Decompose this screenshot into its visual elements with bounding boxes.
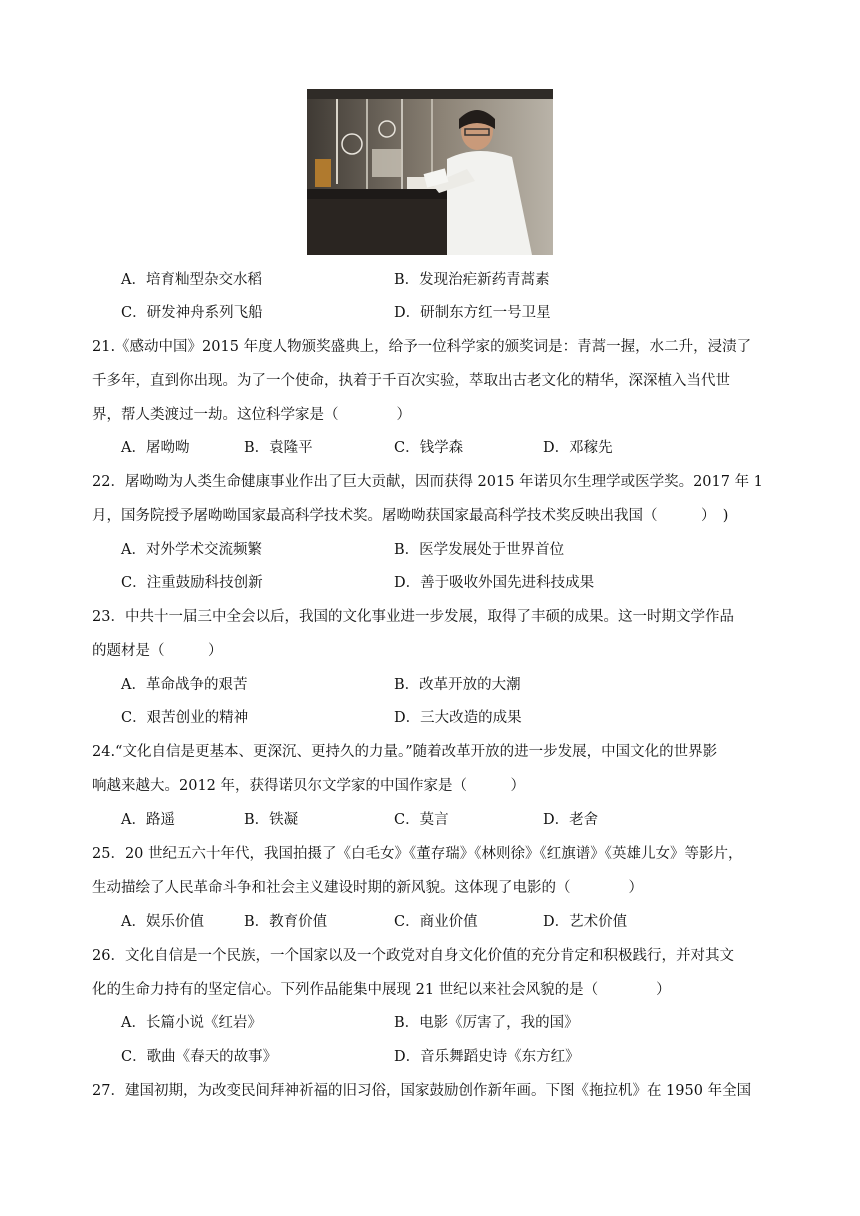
q26-stem-line-1: 26．文化自信是一个民族，一个国家以及一个政党对自身文化价值的充分肯定和积极践行，并对其文 [92, 948, 734, 964]
q21-stem-line-3: 界，帮人类渡过一劫。这位科学家是（ ） [92, 407, 411, 423]
q23-option-a: A．革命战争的艰苦 [121, 677, 248, 693]
q24-stem-line-1: 24.“文化自信是更基本、更深沉、更持久的力量。”随着改革开放的进一步发展，中国文化的世界影 [92, 744, 718, 760]
q22-option-a: A．对外学术交流频繁 [121, 542, 262, 558]
q21-stem-line-1: 21.《感动中国》2015 年度人物颁奖盛典上，给予一位科学家的颁奖词是：青蒿一握，水二升，浸渍了 [92, 339, 752, 355]
q25-option-b: B．教育价值 [244, 914, 328, 930]
q24-option-a: A．路遥 [121, 812, 175, 828]
q23-option-d: D．三大改造的成果 [394, 710, 522, 726]
q23-stem-line-1: 23．中共十一届三中全会以后，我国的文化事业进一步发展，取得了丰硕的成果。这一时期文学作品 [92, 609, 734, 625]
q25-option-a: A．娱乐价值 [121, 914, 204, 930]
q24-option-d: D．老舍 [543, 812, 599, 828]
q25-option-c: C．商业价值 [394, 914, 478, 930]
q26-option-b: B．电影《厉害了，我的国》 [394, 1015, 579, 1031]
q24-option-c: C．莫言 [394, 812, 449, 828]
q24-option-b: B．铁凝 [244, 812, 299, 828]
q23-option-b: B．改革开放的大潮 [394, 677, 521, 693]
q23-option-c: C．艰苦创业的精神 [121, 710, 249, 726]
q20-option-c: C．研发神舟系列飞船 [121, 305, 263, 321]
q20-option-d: D．研制东方红一号卫星 [394, 305, 551, 321]
q26-stem-line-2: 化的生命力持有的坚定信心。下列作品能集中展现 21 世纪以来社会风貌的是（ ） [92, 982, 671, 998]
q26-option-d: D．音乐舞蹈史诗《东方红》 [394, 1049, 580, 1065]
q27-stem-line-1: 27．建国初期，为改变民间拜神祈福的旧习俗，国家鼓励创作新年画。下图《拖拉机》在 1950 年全国 [92, 1083, 752, 1099]
q26-option-c: C．歌曲《春天的故事》 [121, 1049, 278, 1065]
q25-stem-line-1: 25．20 世纪五六十年代，我国拍摄了《白毛女》《董存瑞》《林则徐》《红旗谱》《英雄儿女》等影片， [92, 846, 743, 862]
q25-stem-line-2: 生动描绘了人民革命斗争和社会主义建设时期的新风貌。这体现了电影的（ ） [92, 880, 643, 896]
q21-option-a: A．屠呦呦 [121, 440, 190, 456]
q21-option-d: D．邓稼先 [543, 440, 613, 456]
q25-option-d: D．艺术价值 [543, 914, 628, 930]
lab-scene-illustration [307, 89, 553, 255]
q22-stem-line-2: 月，国务院授予屠呦呦国家最高科学技术奖。屠呦呦获国家最高科学技术奖反映出我国（ ） ) [92, 508, 729, 524]
q22-option-b: B．医学发展处于世界首位 [394, 542, 565, 558]
q22-stem-line-1: 22．屠呦呦为人类生命健康事业作出了巨大贡献，因而获得 2015 年诺贝尔生理学或医学奖。2017 年 1 [92, 474, 763, 490]
q22-option-c: C．注重鼓励科技创新 [121, 575, 263, 591]
q24-stem-line-2: 响越来越大。2012 年，获得诺贝尔文学家的中国作家是（ ） [92, 778, 526, 794]
q21-option-c: C．钱学森 [394, 440, 464, 456]
q21-stem-line-2: 千多年，直到你出现。为了一个使命，执着于千百次实验，萃取出古老文化的精华，深深植入当代世 [92, 373, 730, 389]
scientist-photo [307, 89, 553, 255]
q21-option-b: B．袁隆平 [244, 440, 313, 456]
q22-option-d: D．善于吸收外国先进科技成果 [394, 575, 595, 591]
q20-option-a: A．培育籼型杂交水稻 [121, 272, 262, 288]
q23-stem-line-2: 的题材是（ ） [92, 643, 223, 659]
q26-option-a: A．长篇小说《红岩》 [121, 1015, 262, 1031]
q20-option-b: B．发现治疟新药青蒿素 [394, 272, 550, 288]
